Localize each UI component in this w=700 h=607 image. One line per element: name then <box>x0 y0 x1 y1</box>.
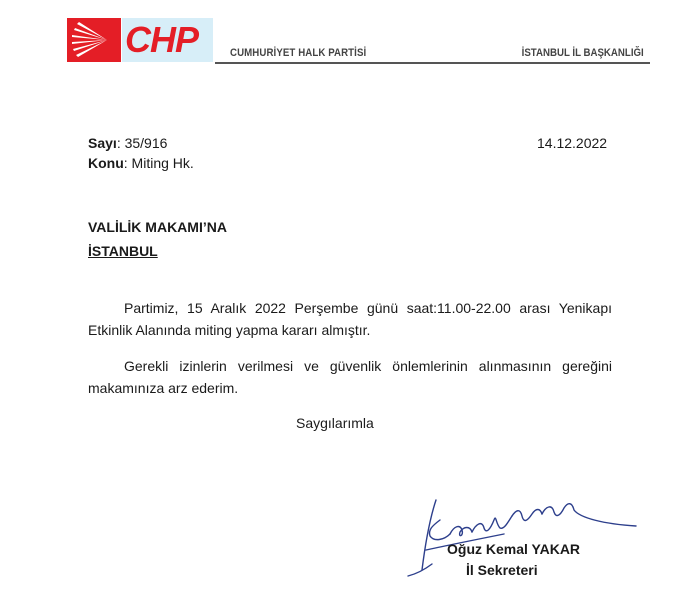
logo-text: CHP <box>125 19 199 60</box>
party-name: CUMHURİYET HALK PARTİSİ <box>230 47 367 59</box>
letter-date: 14.12.2022 <box>537 135 608 151</box>
department-name: İSTANBUL İL BAŞKANLIĞI <box>521 47 644 59</box>
number-value: : 35/916 <box>116 135 168 151</box>
subject-value: : Miting Hk. <box>123 155 194 171</box>
logo-text-panel <box>122 18 213 62</box>
recipient-line1: VALİLİK MAKAMI’NA <box>88 219 227 235</box>
number-label: Sayı <box>88 135 117 151</box>
six-arrows-emblem-icon <box>67 18 121 62</box>
subject-line <box>88 154 194 172</box>
subject-label: Konu <box>88 155 124 171</box>
reference-number <box>88 134 167 152</box>
closing-salutation: Saygılarımla <box>296 415 374 431</box>
body-paragraph-2: Gerekli izinlerin verilmesi ve güvenlik önlemlerinin alınmasının gereğini makamınıza arz ederim. <box>88 358 612 396</box>
header-divider <box>215 62 650 64</box>
body-paragraph-1: Partimiz, 15 Aralık 2022 Perşembe günü saat:11.00-22.00 arası Yenikapı Etkinlik Alanında miting yapma kararı almıştır. <box>88 300 612 338</box>
chp-logo <box>67 18 213 62</box>
signatory-title: İl Sekreteri <box>466 562 538 578</box>
signatory-name: Oğuz Kemal YAKAR <box>447 541 581 557</box>
recipient-line2: İSTANBUL <box>88 243 158 259</box>
